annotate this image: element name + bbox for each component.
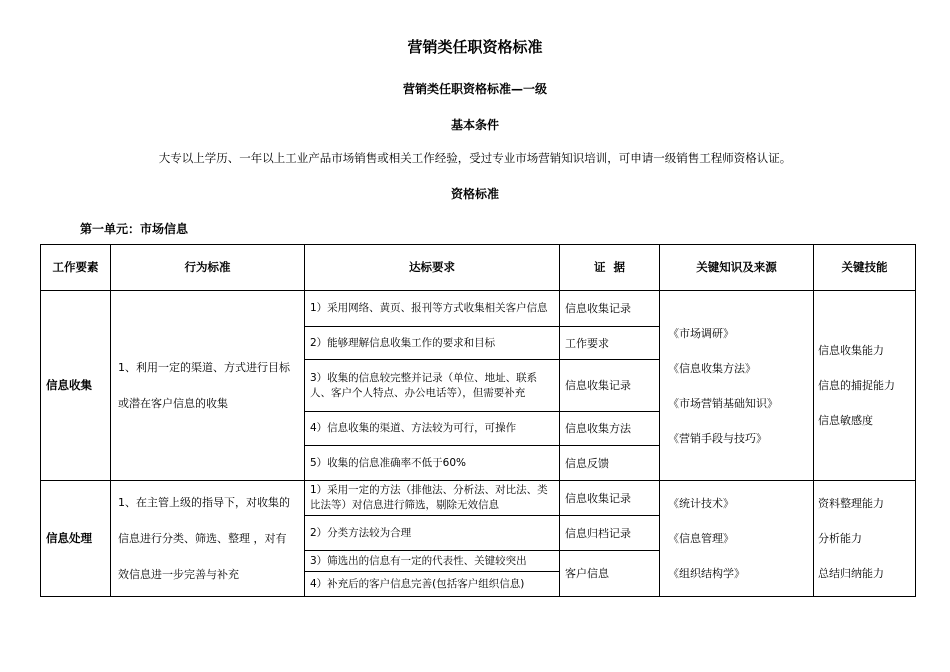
knowledge-item: 《市场营销基础知识》 — [668, 396, 778, 410]
standards-table — [40, 244, 916, 597]
knowledge-item: 《组织结构学》 — [668, 567, 745, 580]
behavior-standard-cell — [111, 291, 305, 481]
header-work-element: 工作要素 — [41, 245, 111, 291]
behavior-line: 效信息进一步完善与补充 — [118, 567, 239, 581]
behavior-line: 1、利用一定的渠道、方式进行目标 — [118, 360, 290, 374]
unit-heading: 第一单元：市场信息 — [80, 222, 189, 236]
evidence-cell: 工作要求 — [560, 327, 660, 360]
header-key-skills: 关键技能 — [814, 245, 916, 291]
skill-item: 分析能力 — [818, 532, 862, 545]
header-requirement: 达标要求 — [305, 245, 560, 291]
table-row — [41, 481, 916, 516]
key-knowledge-cell — [660, 481, 814, 597]
requirement-cell: 4）补充后的客户信息完善(包括客户组织信息) — [305, 572, 560, 597]
behavior-standard-cell — [111, 481, 305, 597]
requirement-cell: 3）筛选出的信息有一定的代表性、关键较突出 — [305, 551, 560, 572]
header-key-knowledge: 关键知识及来源 — [660, 245, 814, 291]
skill-item: 总结归纳能力 — [818, 567, 884, 580]
header-behavior-standard: 行为标准 — [111, 245, 305, 291]
skill-item: 信息收集能力 — [818, 344, 884, 357]
requirement-cell: 1）采用一定的方法（排他法、分析法、对比法、类比法等）对信息进行筛选，剔除无效信息 — [305, 481, 560, 516]
skill-item: 资料整理能力 — [818, 497, 884, 510]
requirement-cell: 3）收集的信息较完整并记录（单位、地址、联系人、客户个人特点、办公电话等），但需要补充 — [305, 360, 560, 412]
requirement-cell: 1）采用网络、黄页、报刊等方式收集相关客户信息 — [305, 291, 560, 327]
header-evidence: 证 据 — [560, 245, 660, 291]
knowledge-item: 《统计技术》 — [668, 497, 734, 510]
evidence-cell: 信息收集记录 — [560, 291, 660, 327]
evidence-cell: 信息反馈 — [560, 446, 660, 481]
evidence-cell: 客户信息 — [560, 551, 660, 597]
knowledge-item: 《信息收集方法》 — [668, 361, 756, 375]
knowledge-item: 《市场调研》 — [668, 326, 734, 340]
requirement-cell: 4）信息收集的渠道、方法较为可行，可操作 — [305, 412, 560, 446]
behavior-line: 或潜在客户信息的收集 — [118, 396, 228, 410]
requirement-cell: 2）能够理解信息收集工作的要求和目标 — [305, 327, 560, 360]
work-element-cell: 信息处理 — [41, 481, 111, 597]
behavior-line: 1、在主管上级的指导下，对收集的 — [118, 495, 290, 509]
evidence-cell: 信息收集方法 — [560, 412, 660, 446]
evidence-cell: 信息收集记录 — [560, 481, 660, 516]
key-skills-cell — [814, 291, 916, 481]
document-title: 营销类任职资格标准 — [407, 38, 543, 56]
requirement-cell: 5）收集的信息准确率不低于60% — [305, 446, 560, 481]
evidence-cell: 信息归档记录 — [560, 516, 660, 551]
skill-item: 信息的捕捉能力 — [818, 379, 895, 392]
table-header-row — [41, 245, 916, 291]
requirement-cell: 2）分类方法较为合理 — [305, 516, 560, 551]
basic-conditions-heading: 基本条件 — [450, 118, 499, 132]
work-element-cell: 信息收集 — [41, 291, 111, 481]
key-knowledge-cell — [660, 291, 814, 481]
knowledge-item: 《信息管理》 — [668, 532, 734, 545]
skill-item: 信息敏感度 — [818, 414, 873, 427]
behavior-line: 信息进行分类、筛选、整理 ，对有 — [118, 531, 287, 545]
table-row — [41, 291, 916, 327]
knowledge-item: 《营销手段与技巧》 — [668, 431, 767, 445]
basic-conditions-text: 大专以上学历、一年以上工业产品市场销售或相关工作经验，受过专业市场营销知识培训，可申请一级销售工程师资格认证。 — [158, 151, 792, 165]
document-subtitle: 营销类任职资格标准—一级 — [402, 82, 547, 96]
key-skills-cell — [814, 481, 916, 597]
qualification-heading: 资格标准 — [450, 187, 499, 201]
evidence-cell: 信息收集记录 — [560, 360, 660, 412]
